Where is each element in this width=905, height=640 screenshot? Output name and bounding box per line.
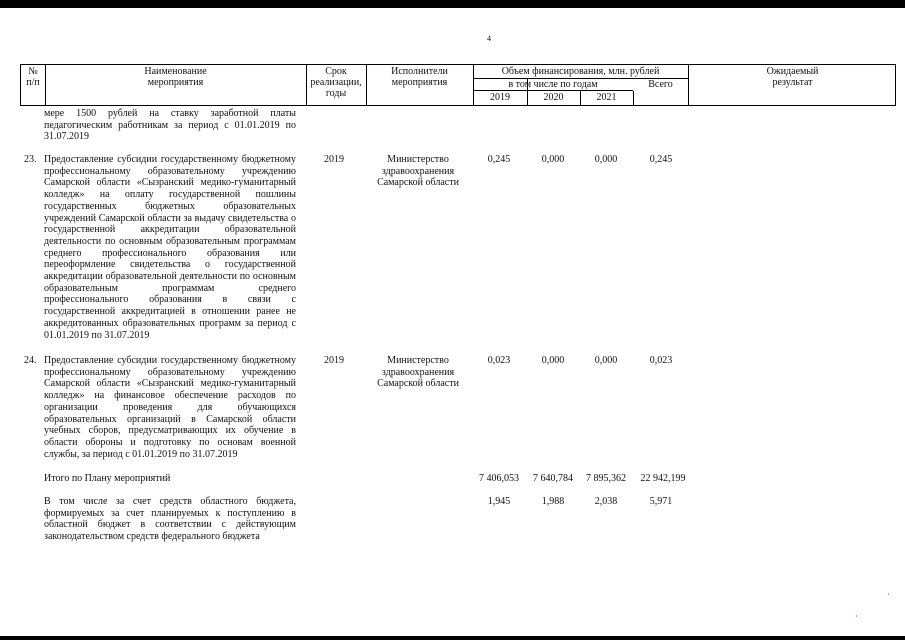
including-2020: 1,988 [541, 496, 565, 507]
including-2021: 2,038 [594, 496, 618, 507]
header-year-2020: 2020 [543, 92, 564, 103]
header-num: № п/п [26, 66, 40, 88]
header-total: Всего [648, 79, 673, 90]
row-24-executor: Министерство здравоохранения Самарской области [377, 355, 459, 390]
row-23-name: Предоставление субсидии государственному бюджетному профессиональному образовательному учреждению Самарской области «Сызранский медико-гуманитарный колледж» на оплату государственной пошлины государственных бюджетных образовательных учреждений Самарской области за выдачу свидетельства о государственной аккредитации образовательной деятельности по основным образовательным программам среднего профессионального образования или переоформление свидетельства о государственной аккредитации образовательной деятельности по основным образовательным программам среднего профессионального образования в связи с государственной аккредитацией в отношении ранее не аккредитованных образовательных программ за период с 01.01.2019 по 31.07.2019 [44, 154, 296, 341]
row-23-executor: Министерство здравоохранения Самарской области [377, 154, 459, 189]
row-24-name: Предоставление субсидии государственному бюджетному профессиональному образовательному учреждению Самарской области «Сызранский медико-гуманитарный колледж» на финансовое обеспечение расходов по организации проведения для обучающихся образовательных организаций в Самарской области учебных сборов, предусматривающих их обучение в области обороны и подготовку по основам военной службы, за период с 01.01.2019 по 31.07.2019 [44, 355, 296, 460]
row-24-total: 0,023 [649, 355, 673, 366]
header-result: Ожидаемый результат [766, 66, 819, 88]
row-24-term: 2019 [324, 355, 344, 366]
header-term: Срок реализации, годы [310, 66, 362, 99]
row-divider [473, 90, 633, 91]
table-header [20, 64, 896, 106]
total-2020: 7 640,784 [533, 473, 573, 484]
row-23-2020: 0,000 [541, 154, 565, 165]
row-23-2019: 0,245 [487, 154, 511, 165]
total-2021: 7 895,362 [586, 473, 626, 484]
header-name: Наименование мероприятия [144, 66, 207, 88]
total-2019: 7 406,053 [479, 473, 519, 484]
row-24-2019: 0,023 [487, 355, 511, 366]
page-number: 4 [487, 34, 491, 43]
including-row-name: В том числе за счет средств областного бюджета, формируемых за счет планируемых к поступлению в областной бюджет в соответствии с действующим законодательством средств федерального бюджета [44, 496, 296, 543]
col-divider [633, 91, 634, 105]
row-24-2021: 0,000 [594, 355, 618, 366]
row-24-2020: 0,000 [541, 355, 565, 366]
scan-speck: · [887, 590, 890, 599]
header-year-2019: 2019 [490, 92, 510, 103]
top-border-bar [0, 0, 905, 8]
total-all: 22 942,199 [640, 473, 686, 484]
including-2019: 1,945 [487, 496, 511, 507]
row-continuation-name: мере 1500 рублей на ставку заработной платы педагогическим работникам за период с 01.01.2019 по 31.07.2019 [44, 108, 296, 143]
including-total: 5,971 [649, 496, 673, 507]
header-funding: Объем финансирования, млн. рублей [501, 66, 660, 77]
row-23-2021: 0,000 [594, 154, 618, 165]
row-23-term: 2019 [324, 154, 344, 165]
header-year-2021: 2021 [596, 92, 617, 103]
total-row-name: Итого по Плану мероприятий [44, 473, 171, 484]
header-executors: Исполнители мероприятия [391, 66, 448, 88]
bottom-border-bar [0, 636, 905, 640]
row-23-total: 0,245 [649, 154, 673, 165]
row-24-number: 24. [24, 355, 37, 366]
header-by-years: в том числе по годам [508, 79, 598, 90]
scan-speck: · [855, 612, 858, 621]
row-23-number: 23. [24, 154, 37, 165]
